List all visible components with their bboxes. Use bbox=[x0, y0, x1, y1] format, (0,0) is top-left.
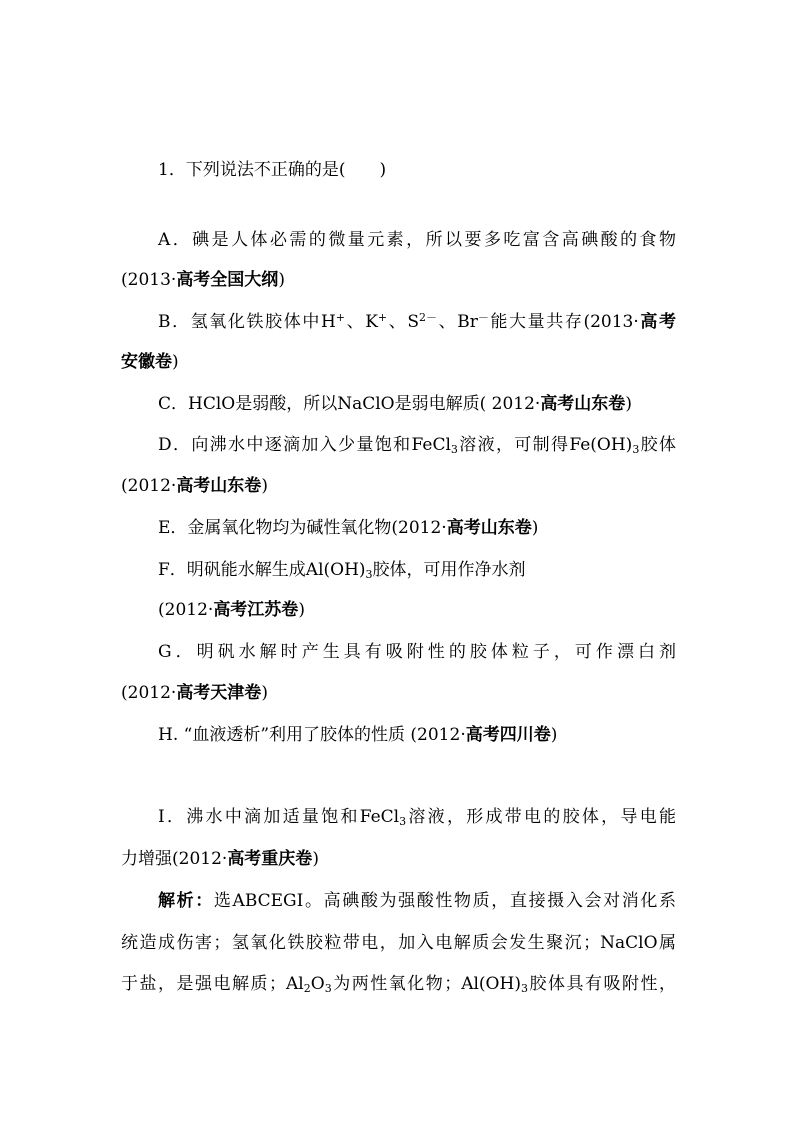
question-number: 1． bbox=[158, 160, 186, 180]
option-a-line1: A．碘是人体必需的微量元素，所以要多吃富含高碘酸的食物 bbox=[158, 230, 676, 250]
option-a-source: (2013·高考全国大纲) bbox=[121, 270, 285, 290]
answer-line2: 统造成伤害；氢氧化铁胶粒带电，加入电解质会发生聚沉；NaClO属 bbox=[121, 933, 676, 953]
option-i-line1: I．沸水中滴加适量饱和FeCl$_3$溶液，形成带电的胶体，导电能 bbox=[158, 807, 676, 828]
answer-line3: 于盐，是强电解质；$Al_2O_3$为两性氧化物；$Al(OH)_3$胶体具有吸附性， bbox=[121, 974, 677, 995]
option-f-source: (2012·高考江苏卷) bbox=[158, 600, 305, 620]
option-h: H. “血液透析”利用了胶体的性质 (2012·高考四川卷) bbox=[158, 725, 558, 745]
option-g-line1: G．明矾水解时产生具有吸附性的胶体粒子，可作漂白剂 bbox=[158, 642, 676, 662]
option-i-source: 力增强(2012·高考重庆卷) bbox=[121, 849, 319, 869]
option-g-source: (2012·高考天津卷) bbox=[121, 683, 268, 703]
option-e: E．金属氧化物均为碱性氧化物(2012·高考山东卷) bbox=[158, 518, 539, 538]
answer-line1: 解析：选ABCEGI。高碘酸为强酸性物质，直接摄入会对消化系 bbox=[158, 891, 677, 911]
question-stem: 1．下列说法不正确的是( ) bbox=[158, 160, 387, 180]
option-b-line1: B．氢氧化铁胶体中H+、K+、$S^{2-}$、Br－能大量共存(2013·高考 bbox=[158, 311, 676, 332]
option-b-source: 安徽卷) bbox=[121, 352, 179, 372]
answer-label: 解析： bbox=[158, 891, 214, 911]
option-f-line1: F．明矾能水解生成$Al(OH)_3$胶体，可用作净水剂 bbox=[158, 560, 526, 581]
option-d-source: (2012·高考山东卷) bbox=[121, 476, 268, 496]
option-d-line1: D．向沸水中逐滴加入少量饱和FeCl$_3$溶液，可制得$Fe(OH)_3$胶体 bbox=[158, 435, 677, 456]
option-c: C．HClO是弱酸，所以NaClO是弱电解质( 2012·高考山东卷) bbox=[158, 394, 632, 414]
